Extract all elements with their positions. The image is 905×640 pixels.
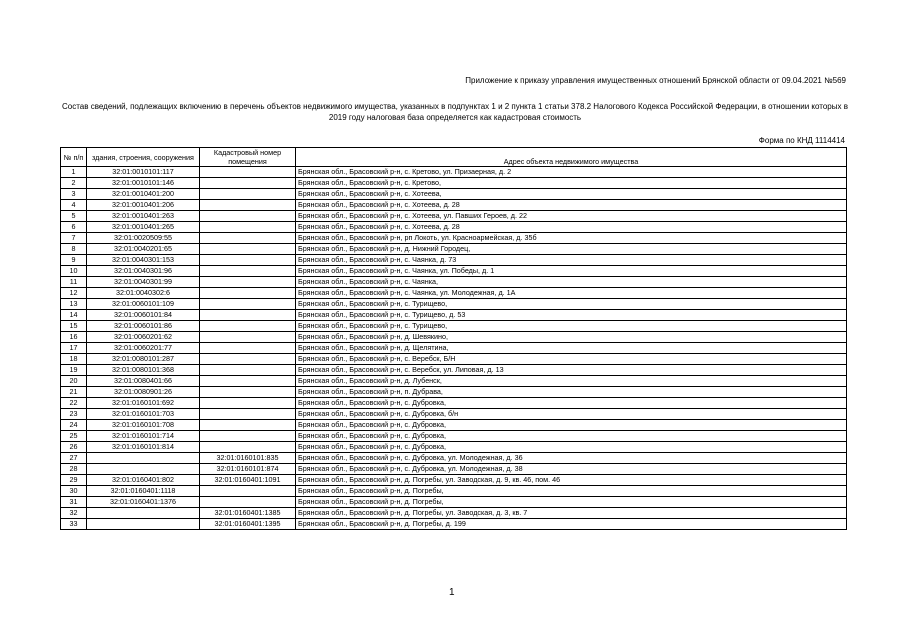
room-cadastral-number xyxy=(200,354,296,365)
row-number: 18 xyxy=(61,354,87,365)
table-row xyxy=(61,288,847,299)
table-row xyxy=(61,365,847,376)
row-number: 28 xyxy=(61,464,87,475)
table-row xyxy=(61,222,847,233)
room-cadastral-number xyxy=(200,486,296,497)
room-cadastral-number xyxy=(200,244,296,255)
property-address: Брянская обл., Брасовский р-н, с. Веребск, Б/Н xyxy=(296,354,847,365)
table-row xyxy=(61,277,847,288)
row-number: 32 xyxy=(61,508,87,519)
building-cadastral-number: 32:01:0060101:86 xyxy=(87,321,200,332)
building-cadastral-number: 32:01:0040201:65 xyxy=(87,244,200,255)
building-cadastral-number: 32:01:0010101:117 xyxy=(87,167,200,178)
row-number: 23 xyxy=(61,409,87,420)
property-address: Брянская обл., Брасовский р-н, д. Погребы, ул. Заводская, д. 9, кв. 46, пом. 46 xyxy=(296,475,847,486)
building-cadastral-number: 32:01:0080101:287 xyxy=(87,354,200,365)
property-address: Брянская обл., Брасовский р-н, с. Кретово, ул. Призаерная, д. 2 xyxy=(296,167,847,178)
building-cadastral-number: 32:01:0080401:66 xyxy=(87,376,200,387)
building-cadastral-number: 32:01:0160101:814 xyxy=(87,442,200,453)
table-row xyxy=(61,431,847,442)
room-cadastral-number xyxy=(200,376,296,387)
table-row xyxy=(61,343,847,354)
table-row xyxy=(61,332,847,343)
header-address: Адрес объекта недвижимого имущества xyxy=(296,148,847,167)
room-cadastral-number xyxy=(200,255,296,266)
building-cadastral-number: 32:01:0060201:62 xyxy=(87,332,200,343)
room-cadastral-number xyxy=(200,299,296,310)
building-cadastral-number: 32:01:0060101:84 xyxy=(87,310,200,321)
header-num: № п/п xyxy=(61,148,87,167)
table-row xyxy=(61,442,847,453)
row-number: 8 xyxy=(61,244,87,255)
property-address: Брянская обл., Брасовский р-н, с. Дубровка, xyxy=(296,442,847,453)
row-number: 5 xyxy=(61,211,87,222)
row-number: 10 xyxy=(61,266,87,277)
property-address: Брянская обл., Брасовский р-н, с. Чаянка, ул. Победы, д. 1 xyxy=(296,266,847,277)
row-number: 22 xyxy=(61,398,87,409)
room-cadastral-number xyxy=(200,167,296,178)
row-number: 2 xyxy=(61,178,87,189)
appendix-line: Приложение к приказу управления имущественных отношений Брянской области от 09.04.2021 №569 xyxy=(465,76,846,85)
building-cadastral-number xyxy=(87,453,200,464)
row-number: 15 xyxy=(61,321,87,332)
room-cadastral-number xyxy=(200,497,296,508)
room-cadastral-number: 32:01:0160101:874 xyxy=(200,464,296,475)
table-row xyxy=(61,266,847,277)
page-number: 1 xyxy=(449,587,455,598)
table-row xyxy=(61,464,847,475)
table-row xyxy=(61,398,847,409)
room-cadastral-number xyxy=(200,189,296,200)
row-number: 31 xyxy=(61,497,87,508)
room-cadastral-number xyxy=(200,277,296,288)
row-number: 19 xyxy=(61,365,87,376)
building-cadastral-number: 32:01:0080901:26 xyxy=(87,387,200,398)
table-row xyxy=(61,200,847,211)
property-address: Брянская обл., Брасовский р-н, д. Нижний Городец, xyxy=(296,244,847,255)
building-cadastral-number: 32:01:0020509:55 xyxy=(87,233,200,244)
row-number: 29 xyxy=(61,475,87,486)
room-cadastral-number xyxy=(200,442,296,453)
building-cadastral-number: 32:01:0040301:96 xyxy=(87,266,200,277)
row-number: 1 xyxy=(61,167,87,178)
building-cadastral-number: 32:01:0160401:802 xyxy=(87,475,200,486)
table-row xyxy=(61,453,847,464)
table-row xyxy=(61,255,847,266)
row-number: 30 xyxy=(61,486,87,497)
building-cadastral-number: 32:01:0060201:77 xyxy=(87,343,200,354)
property-address: Брянская обл., Брасовский р-н, с. Дубровка, xyxy=(296,420,847,431)
room-cadastral-number xyxy=(200,431,296,442)
property-address: Брянская обл., Брасовский р-н, с. Хотеева, xyxy=(296,189,847,200)
building-cadastral-number: 32:01:0160401:1118 xyxy=(87,486,200,497)
property-address: Брянская обл., Брасовский р-н, с. Дубровка, ул. Молодежная, д. 38 xyxy=(296,464,847,475)
room-cadastral-number xyxy=(200,266,296,277)
building-cadastral-number xyxy=(87,464,200,475)
property-registry-table xyxy=(60,147,847,530)
property-address: Брянская обл., Брасовский р-н, д. Погребы, xyxy=(296,486,847,497)
building-cadastral-number: 32:01:0040302:6 xyxy=(87,288,200,299)
room-cadastral-number: 32:01:0160101:835 xyxy=(200,453,296,464)
building-cadastral-number xyxy=(87,508,200,519)
table-row xyxy=(61,508,847,519)
room-cadastral-number xyxy=(200,310,296,321)
table-row xyxy=(61,519,847,530)
building-cadastral-number: 32:01:0010401:206 xyxy=(87,200,200,211)
room-cadastral-number xyxy=(200,420,296,431)
header-building: здания, строения, сооружения xyxy=(87,148,200,167)
table-row xyxy=(61,178,847,189)
row-number: 16 xyxy=(61,332,87,343)
room-cadastral-number xyxy=(200,200,296,211)
table-row xyxy=(61,167,847,178)
property-address: Брянская обл., Брасовский р-н, с. Дубровка, xyxy=(296,431,847,442)
table-row xyxy=(61,233,847,244)
row-number: 12 xyxy=(61,288,87,299)
document-intro-text: Состав сведений, подлежащих включению в перечень объектов недвижимого имущества, указанных в подпунктах 1 и 2 пункта 1 статьи 378.2 Налогового Кодекса Российской Федерации, в отношении которых в 2019 году налоговая база определяется как кадастровая стоимость xyxy=(62,102,848,122)
table-row xyxy=(61,387,847,398)
room-cadastral-number: 32:01:0160401:1395 xyxy=(200,519,296,530)
table-row xyxy=(61,299,847,310)
room-cadastral-number xyxy=(200,332,296,343)
form-code: Форма по КНД 1114414 xyxy=(758,136,845,145)
room-cadastral-number xyxy=(200,222,296,233)
building-cadastral-number: 32:01:0160101:692 xyxy=(87,398,200,409)
property-address: Брянская обл., Брасовский р-н, с. Чаянка, xyxy=(296,277,847,288)
property-address: Брянская обл., Брасовский р-н, с. Чаянка, ул. Молодежная, д. 1А xyxy=(296,288,847,299)
table-row xyxy=(61,497,847,508)
row-number: 20 xyxy=(61,376,87,387)
property-address: Брянская обл., Брасовский р-н, д. Лубенск, xyxy=(296,376,847,387)
room-cadastral-number xyxy=(200,211,296,222)
property-address: Брянская обл., Брасовский р-н, с. Хотеева, д. 28 xyxy=(296,222,847,233)
table-row xyxy=(61,475,847,486)
room-cadastral-number xyxy=(200,288,296,299)
room-cadastral-number xyxy=(200,343,296,354)
property-address: Брянская обл., Брасовский р-н, с. Турищево, xyxy=(296,299,847,310)
table-row xyxy=(61,354,847,365)
table-row xyxy=(61,486,847,497)
table-body xyxy=(61,167,847,530)
building-cadastral-number: 32:01:0160101:714 xyxy=(87,431,200,442)
property-address: Брянская обл., Брасовский р-н, п. Дубрава, xyxy=(296,387,847,398)
row-number: 26 xyxy=(61,442,87,453)
building-cadastral-number xyxy=(87,519,200,530)
building-cadastral-number: 32:01:0160401:1376 xyxy=(87,497,200,508)
table-row xyxy=(61,376,847,387)
building-cadastral-number: 32:01:0010101:146 xyxy=(87,178,200,189)
building-cadastral-number: 32:01:0060101:109 xyxy=(87,299,200,310)
building-cadastral-number: 32:01:0040301:153 xyxy=(87,255,200,266)
room-cadastral-number: 32:01:0160401:1091 xyxy=(200,475,296,486)
building-cadastral-number: 32:01:0160101:703 xyxy=(87,409,200,420)
row-number: 14 xyxy=(61,310,87,321)
room-cadastral-number xyxy=(200,321,296,332)
row-number: 11 xyxy=(61,277,87,288)
property-address: Брянская обл., Брасовский р-н, д. Погребы, ул. Заводская, д. 3, кв. 7 xyxy=(296,508,847,519)
table-row xyxy=(61,321,847,332)
property-address: Брянская обл., Брасовский р-н, с. Турищево, д. 53 xyxy=(296,310,847,321)
table-row xyxy=(61,189,847,200)
row-number: 21 xyxy=(61,387,87,398)
room-cadastral-number xyxy=(200,409,296,420)
room-cadastral-number: 32:01:0160401:1385 xyxy=(200,508,296,519)
building-cadastral-number: 32:01:0160101:708 xyxy=(87,420,200,431)
table-row xyxy=(61,420,847,431)
row-number: 24 xyxy=(61,420,87,431)
row-number: 7 xyxy=(61,233,87,244)
row-number: 27 xyxy=(61,453,87,464)
property-address: Брянская обл., Брасовский р-н, д. Щелятина, xyxy=(296,343,847,354)
table-header xyxy=(61,148,847,167)
property-address: Брянская обл., Брасовский р-н, с. Кретово, xyxy=(296,178,847,189)
building-cadastral-number: 32:01:0010401:200 xyxy=(87,189,200,200)
building-cadastral-number: 32:01:0010401:265 xyxy=(87,222,200,233)
table-row xyxy=(61,409,847,420)
building-cadastral-number: 32:01:0040301:99 xyxy=(87,277,200,288)
row-number: 33 xyxy=(61,519,87,530)
building-cadastral-number: 32:01:0010401:263 xyxy=(87,211,200,222)
room-cadastral-number xyxy=(200,387,296,398)
table-row xyxy=(61,310,847,321)
property-address: Брянская обл., Брасовский р-н, с. Чаянка, д. 73 xyxy=(296,255,847,266)
room-cadastral-number xyxy=(200,365,296,376)
property-address: Брянская обл., Брасовский р-н, с. Турищево, xyxy=(296,321,847,332)
property-address: Брянская обл., Брасовский р-н, с. Веребск, ул. Липовая, д. 13 xyxy=(296,365,847,376)
row-number: 9 xyxy=(61,255,87,266)
row-number: 17 xyxy=(61,343,87,354)
table-row xyxy=(61,244,847,255)
room-cadastral-number xyxy=(200,178,296,189)
header-room: Кадастровый номер помещения xyxy=(200,148,296,167)
property-address: Брянская обл., Брасовский р-н, с. Дубровка, ул. Молодежная, д. 36 xyxy=(296,453,847,464)
property-address: Брянская обл., Брасовский р-н, д. Погребы, xyxy=(296,497,847,508)
room-cadastral-number xyxy=(200,233,296,244)
property-address: Брянская обл., Брасовский р-н, рп Локоть, ул. Красноармейская, д. 35б xyxy=(296,233,847,244)
property-address: Брянская обл., Брасовский р-н, с. Хотеева, д. 28 xyxy=(296,200,847,211)
table-row xyxy=(61,211,847,222)
row-number: 4 xyxy=(61,200,87,211)
row-number: 6 xyxy=(61,222,87,233)
row-number: 25 xyxy=(61,431,87,442)
property-address: Брянская обл., Брасовский р-н, с. Дубровка, xyxy=(296,398,847,409)
row-number: 3 xyxy=(61,189,87,200)
building-cadastral-number: 32:01:0080101:368 xyxy=(87,365,200,376)
room-cadastral-number xyxy=(200,398,296,409)
property-address: Брянская обл., Брасовский р-н, д. Погребы, д. 199 xyxy=(296,519,847,530)
property-address: Брянская обл., Брасовский р-н, д. Шевякино, xyxy=(296,332,847,343)
property-address: Брянская обл., Брасовский р-н, с. Хотеева, ул. Павших Героев, д. 22 xyxy=(296,211,847,222)
row-number: 13 xyxy=(61,299,87,310)
property-address: Брянская обл., Брасовский р-н, с. Дубровка, б/н xyxy=(296,409,847,420)
